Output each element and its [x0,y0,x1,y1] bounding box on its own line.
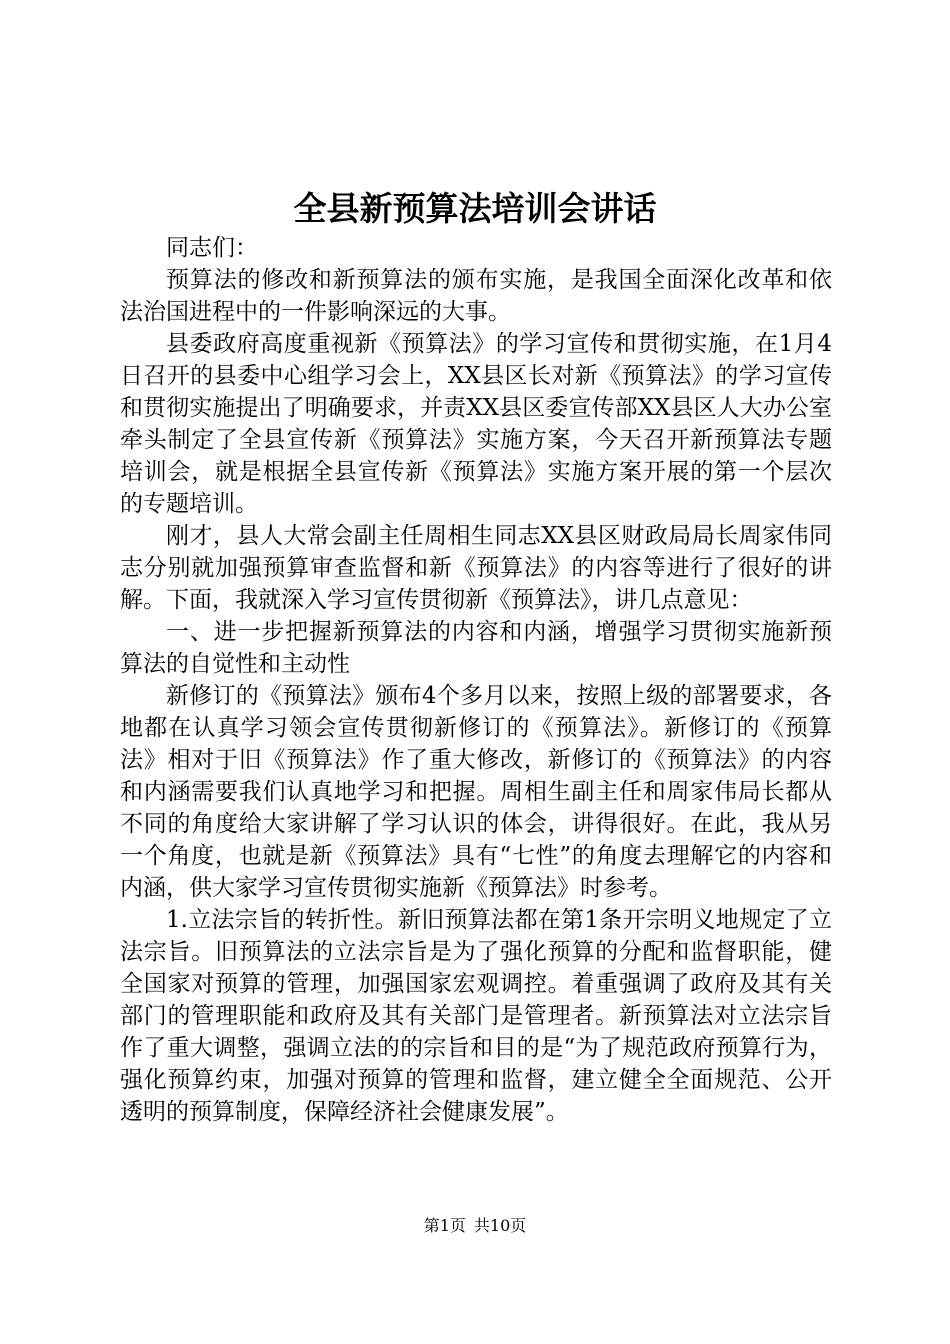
page-footer [0,1215,950,1237]
paragraph: 刚才，县人大常会副主任周相生同志XX县区财政局局长周家伟同志分别就加强预算审查监督和新《预算法》的内容等进行了很好的讲解。下面，我就深入学习宣传贯彻新《预算法》，讲几点意见： [120,523,832,613]
document-body [120,232,832,1128]
paragraph: 1.立法宗旨的转折性。新旧预算法都在第1条开宗明义地规定了立法宗旨。旧预算法的立法宗旨是为了强化预算的分配和监督职能，健全国家对预算的管理，加强国家宏观调控。着重强调了政府及其有关部门的管理职能和政府及其有关部门是管理者。新预算法对立法宗旨作了重大调整，强调立法的的宗旨和目的是“为了规范政府预算行为，强化预算约束，加强对预算的管理和监督，建立健全全面规范、公开透明的预算制度，保障经济社会健康发展”。 [120,907,832,1125]
paragraph: 县委政府高度重视新《预算法》的学习宣传和贯彻实施，在1月4日召开的县委中心组学习会上，XX县区长对新《预算法》的学习宣传和贯彻实施提出了明确要求，并责XX县区委宣传部XX县区人大办公室牵头制定了全县宣传新《预算法》实施方案，今天召开新预算法专题培训会，就是根据全县宣传新《预算法》实施方案开展的第一个层次的专题培训。 [120,331,832,517]
paragraph-salutation: 同志们： [166,235,258,261]
section-heading: 一、进一步把握新预算法的内容和内涵，增强学习贯彻实施新预算法的自觉性和主动性 [120,619,832,677]
paragraph: 预算法的修改和新预算法的颁布实施，是我国全面深化改革和依法治国进程中的一件影响深远的大事。 [120,267,832,325]
paragraph: 新修订的《预算法》颁布4个多月以来，按照上级的部署要求，各地都在认真学习领会宣传贯彻新修订的《预算法》。新修订的《预算法》相对于旧《预算法》作了重大修改，新修订的《预算法》的内容和内涵需要我们认真地学习和把握。周相生副主任和周家伟局长都从不同的角度给大家讲解了学习认识的体会，讲得很好。在此，我从另一个角度，也就是新《预算法》具有“七性”的角度去理解它的内容和内涵，供大家学习宣传贯彻实施新《预算法》时参考。 [120,683,832,901]
page-total: 共10页 [473,1216,527,1235]
document-title: 全县新预算法培训会讲话 [293,189,657,228]
page-number: 第1页 [423,1216,466,1235]
